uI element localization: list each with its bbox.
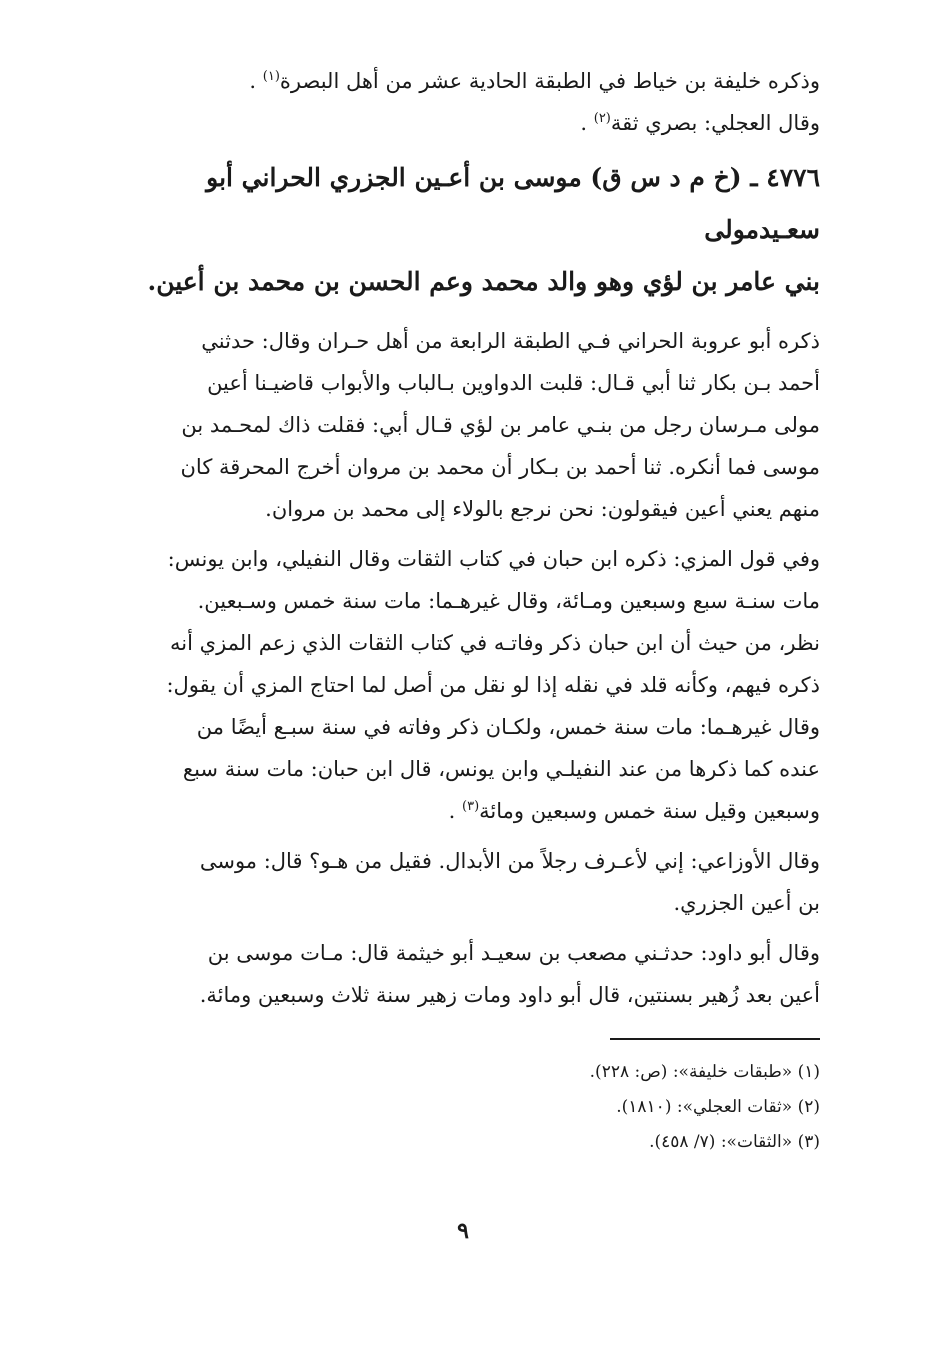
footnotes — [320, 1055, 820, 1160]
paragraph-line: ذكره فيهم، وكأنه قلد في نقله إذا لو نقل من أصل لما احتاج المزي أن يقول: — [166, 673, 820, 697]
paragraph-line: وقال الأوزاعي: إني لأعـرف رجلاً من الأبدال. فقيل من هـو؟ قال: موسى — [199, 849, 820, 873]
paragraph-awzai — [100, 840, 820, 924]
intro-line-1-end: . — [249, 69, 263, 93]
intro-line-2-end: . — [580, 111, 594, 135]
entry-heading-line-2: بني عامر بن لؤي وهو والد محمد وعم الحسن بن محمد بن أعين. — [147, 267, 820, 296]
page-number: ٩ — [457, 1218, 469, 1244]
footnote-3: (٣) «الثقات»: (٧/ ٤٥٨). — [649, 1132, 820, 1152]
entry-heading — [100, 152, 820, 308]
paragraph-mizzi — [100, 538, 820, 832]
paragraph-line: بن أعين الجزري. — [673, 891, 820, 915]
paragraph-line: منهم يعني أعين فيقولون: نحن نرجع بالولاء إلى محمد بن مروان. — [265, 497, 820, 521]
footnote-ref-1[interactable]: (١) — [262, 69, 280, 84]
paragraph-line: مات سنـة سبع وسبعين ومـائة، وقال غيرهـما: مات سنة خمس وسـبعين. — [197, 589, 820, 613]
footnote-1: (١) «طبقات خليفة»: (ص: ٢٢٨). — [589, 1062, 820, 1082]
intro-line-2-text: وقال العجلي: بصري ثقة — [610, 111, 820, 135]
footnote-2: (٢) «ثقات العجلي»: (١٨١٠). — [616, 1097, 820, 1117]
paragraph-line: وقال غيرهـما: مات سنة خمس، ولكـان ذكر وفاته في سنة سبـع أيضًا من — [196, 715, 820, 739]
paragraph-line: أحمد بـن بكار ثنا أبي قـال: قلبت الدواوين بـالباب والأبواب قاضيـنا أعين — [207, 371, 820, 395]
paragraph-abu-aruba — [100, 320, 820, 530]
intro-paragraph — [100, 60, 820, 144]
paragraph-line: مولى مـرسان رجل من بنـي عامر بن لؤي قـال أبي: فقلت ذاك لمحـمد بن — [181, 413, 820, 437]
paragraph-line: موسى فما أنكره. ثنا أحمد بن بـكار أن محمد بن مروان أخرج المحرقة كان — [180, 455, 820, 479]
intro-line-1 — [100, 60, 820, 102]
paragraph-abu-dawud — [100, 932, 820, 1016]
intro-line-2 — [100, 102, 820, 144]
footnote-ref-2[interactable]: (٢) — [593, 111, 611, 126]
paragraph-last-line-text: وسبعين وقيل سنة خمس وسبعين ومائة — [479, 799, 820, 823]
paragraph-line: وفي قول المزي: ذكره ابن حبان في كتاب الثقات وقال النفيلي، وابن يونس: — [167, 547, 820, 571]
paragraph-last-line-end: . — [448, 799, 463, 823]
footnote-ref-3[interactable]: (٣) — [462, 799, 480, 814]
paragraph-line: أعين بعد زُهير بسنتين، قال أبو داود ومات زهير سنة ثلاث وسبعين ومائة. — [199, 983, 820, 1007]
page-body — [100, 60, 820, 1024]
paragraph-line: نظر، من حيث أن ابن حبان ذكر وفاتـه في كتاب الثقات الذي زعم المزي أنه — [170, 631, 820, 655]
entry-heading-line-1: ٤٧٧٦ ـ (خ م د س ق) موسى بن أعـين الجزري الحراني أبو سعـيدمولى — [206, 163, 820, 244]
footnote-divider — [610, 1038, 820, 1040]
paragraph-line: وقال أبو داود: حدثـني مصعب بن سعيـد أبو خيثمة قال: مـات موسى بن — [207, 941, 820, 965]
paragraph-line: ذكره أبو عروبة الحراني فـي الطبقة الرابعة من أهل حـران وقال: حدثني — [201, 329, 820, 353]
intro-line-1-text: وذكره خليفة بن خياط في الطبقة الحادية عشر من أهل البصرة — [279, 69, 820, 93]
paragraph-last-line — [100, 790, 820, 832]
paragraph-line: عنده كما ذكرها من عند النفيلـي وابن يونس، قال ابن حبان: مات سنة سبع — [182, 757, 820, 781]
